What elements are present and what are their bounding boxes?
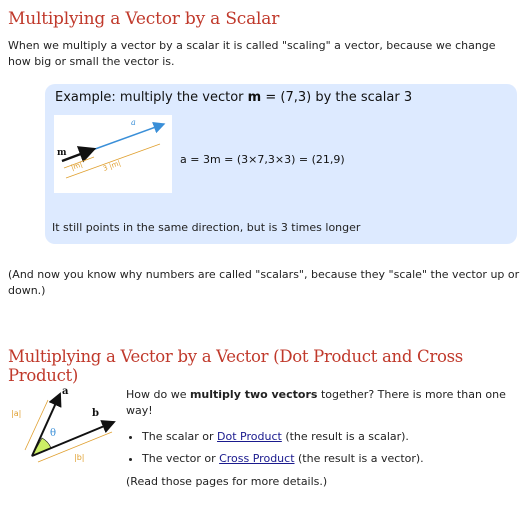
scalar-intro-text: When we multiply a vector by a scalar it is called "scaling" a vector, because we change how big or small the vector is.	[8, 39, 496, 68]
read-more-note: (Read those pages for more details.)	[126, 475, 328, 488]
list-item-dot-product	[142, 429, 524, 445]
dot-product-link[interactable]: Dot Product	[217, 430, 282, 443]
example-title	[55, 90, 412, 105]
question-suffix: together? There is more than one way!	[126, 388, 506, 417]
list-item-suffix: (the result is a scalar).	[281, 430, 409, 443]
example-box	[45, 84, 517, 244]
scaling-figure	[54, 115, 172, 193]
label-m-length: |m|	[69, 160, 84, 172]
vector-product-heading: Multiplying a Vector by a Vector (Dot Product and Cross Product)	[8, 347, 463, 385]
angle-wedge	[32, 438, 51, 456]
vector-product-text	[126, 387, 524, 488]
label-a: a	[62, 386, 69, 397]
vector-m-arrow	[62, 149, 94, 161]
list-item-suffix: (the result is a vector).	[294, 452, 424, 465]
example-formula: a = 3m = (3×7,3×3) = (21,9)	[180, 153, 345, 166]
vector-product-question	[126, 387, 524, 419]
label-3m-length: 3 |m|	[101, 159, 122, 173]
scalars-note: (And now you know why numbers are called "scalars", because they "scale" the vector up or down.)	[8, 268, 520, 297]
label-a: a	[131, 118, 136, 127]
question-prefix: How do we	[126, 388, 190, 401]
example-title-suffix: = (7,3) by the scalar 3	[261, 90, 413, 105]
example-caption: It still points in the same direction, but is 3 times longer	[52, 221, 361, 234]
example-title-vector: m	[247, 90, 262, 105]
cross-product-link[interactable]: Cross Product	[219, 452, 295, 465]
scalar-heading: Multiplying a Vector by a Scalar	[8, 9, 280, 29]
label-m: m	[57, 148, 67, 158]
label-b: b	[92, 408, 99, 419]
label-b-length: |b|	[74, 453, 85, 462]
question-bold: multiply two vectors	[189, 388, 318, 401]
example-title-prefix: Example: multiply the vector	[55, 90, 248, 105]
list-item-cross-product	[142, 451, 524, 467]
list-item-prefix: The vector or	[142, 452, 220, 465]
label-theta: θ	[50, 428, 57, 439]
label-a-length: |a|	[11, 409, 22, 418]
product-type-list	[126, 429, 524, 467]
dot-product-figure	[8, 378, 120, 464]
list-item-prefix: The scalar or	[142, 430, 218, 443]
